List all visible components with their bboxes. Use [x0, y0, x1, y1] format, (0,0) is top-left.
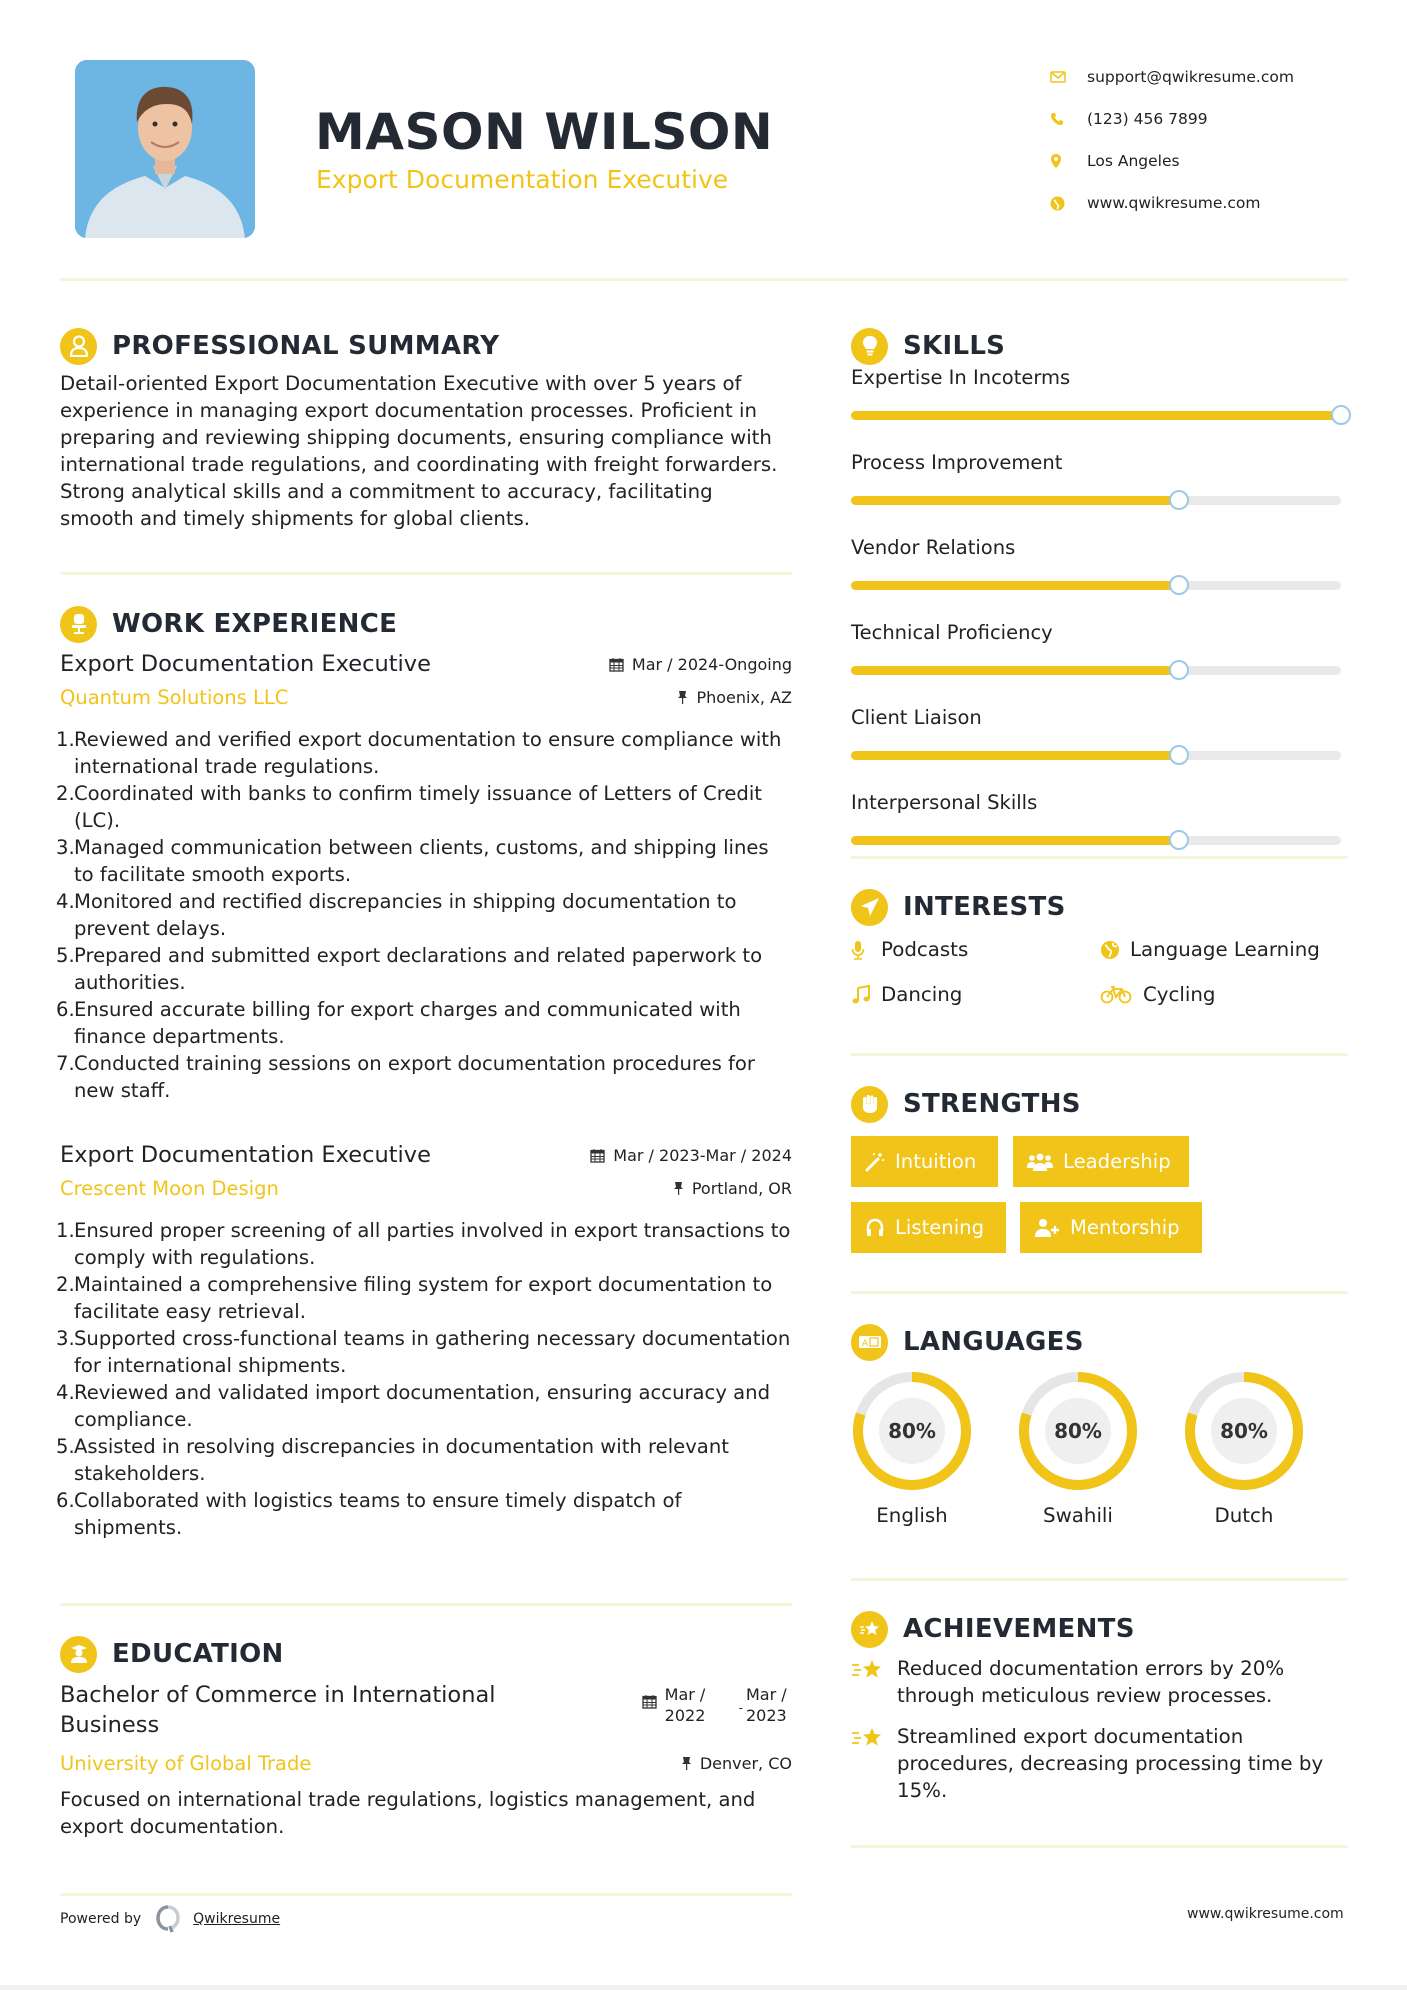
language-item [1017, 1370, 1139, 1527]
company-name: Quantum Solutions LLC [60, 685, 289, 709]
user-plus-icon [1034, 1218, 1060, 1238]
profile-photo [75, 60, 255, 238]
languages-divider [851, 1578, 1348, 1581]
experience-title: WORK EXPERIENCE [112, 609, 398, 639]
star-badge-icon [851, 1611, 888, 1648]
strength-label: Mentorship [1070, 1216, 1180, 1239]
skills-title: SKILLS [903, 331, 1006, 361]
duty-item: 6. Collaborated with logistics teams to ensure timely dispatch of shipments. [56, 1489, 682, 1539]
duty-item: 2. Maintained a comprehensive filing system for export documentation to facilitate easy retrieval. [56, 1273, 773, 1323]
skill-item [851, 366, 1351, 420]
skill-knob [1169, 745, 1189, 765]
globe-icon [1050, 196, 1087, 211]
graduate-icon [60, 1636, 97, 1673]
qwikresume-link[interactable]: Qwikresume [193, 1911, 281, 1927]
skill-item [851, 536, 1351, 590]
skill-bar [851, 411, 1341, 420]
candidate-role: Export Documentation Executive [316, 165, 729, 194]
powered-by-label: Powered by [60, 1911, 142, 1927]
group-icon [1027, 1152, 1053, 1172]
skill-bar [851, 836, 1341, 845]
bicycle-icon [1100, 986, 1143, 1004]
skill-label: Client Liaison [851, 706, 982, 729]
achievement-text: Reduced documentation errors by 20% through meticulous review processes. [897, 1657, 1285, 1707]
microphone-icon [851, 940, 881, 960]
qwikresume-logo-icon [155, 1904, 181, 1934]
skill-knob [1169, 830, 1189, 850]
job-location-text: Portland, OR [691, 1178, 792, 1198]
strength-chip [1013, 1136, 1189, 1187]
achievement-item [851, 1655, 1351, 1709]
duty-item: 3. Supported cross-functional teams in gathering necessary documentation for international shipments. [56, 1327, 791, 1377]
interest-item [1100, 927, 1350, 972]
duty-item: 4. Monitored and rectified discrepancies in shipping documentation to prevent delays. [56, 890, 737, 940]
contact-email[interactable] [1050, 56, 1350, 98]
skills-divider [851, 856, 1348, 859]
skill-knob [1169, 660, 1189, 680]
contact-location [1050, 140, 1350, 182]
strength-label: Leadership [1063, 1150, 1171, 1173]
summary-title: PROFESSIONAL SUMMARY [112, 331, 500, 361]
skill-bar [851, 751, 1341, 760]
language-percent: 80% [1220, 1419, 1268, 1443]
language-name: Dutch [1214, 1504, 1274, 1527]
experience-section [60, 604, 792, 644]
duty-item: 7. Conducted training sessions on export documentation procedures for new staff. [56, 1052, 755, 1102]
interest-label: Cycling [1143, 983, 1216, 1006]
pushpin-icon [677, 690, 688, 705]
job-dates-text: Mar / 2024-Ongoing [631, 654, 792, 674]
achievement-list [851, 1655, 1351, 1804]
lightbulb-icon [851, 328, 888, 365]
strengths-divider [851, 1291, 1348, 1294]
duty-item: 1. Reviewed and verified export documentation to ensure compliance with international trade regulations. [56, 728, 782, 778]
page-bottom-edge [0, 1985, 1407, 1990]
experience-divider [60, 1603, 792, 1606]
job-dates [590, 1146, 792, 1165]
interest-label: Language Learning [1130, 938, 1320, 961]
strengths-heading [851, 1084, 1351, 1124]
language-percent: 80% [1054, 1419, 1102, 1443]
skill-item [851, 791, 1351, 845]
duty-item: 4. Reviewed and validated import documentation, ensuring accuracy and compliance. [56, 1381, 771, 1431]
skill-knob [1331, 405, 1351, 425]
duty-list [56, 726, 792, 1104]
date-separator: - [738, 1701, 743, 1715]
job-location [677, 688, 792, 707]
summary-divider [60, 572, 792, 575]
achievements-heading [851, 1609, 1351, 1649]
education-end: Mar / 2023 [746, 1685, 787, 1725]
school-name: University of Global Trade [60, 1751, 312, 1775]
chair-icon [60, 606, 97, 643]
contact-email-text: support@qwikresume.com [1087, 68, 1294, 86]
languages-section [851, 1322, 1351, 1552]
phone-icon [1050, 112, 1087, 126]
globe-icon [1100, 940, 1130, 960]
skill-knob [1169, 575, 1189, 595]
skill-bar [851, 666, 1341, 675]
skill-label: Expertise In Incoterms [851, 366, 1071, 389]
interests-heading [851, 887, 1351, 927]
education-location [681, 1754, 792, 1773]
music-note-icon [851, 985, 881, 1005]
skill-item [851, 706, 1351, 760]
achievement-item [851, 1723, 1351, 1804]
achievements-title: ACHIEVEMENTS [903, 1614, 1135, 1644]
job-location [673, 1179, 792, 1198]
contact-phone-text: (123) 456 7899 [1087, 110, 1208, 128]
calendar-icon [642, 1694, 657, 1709]
strength-chip [851, 1202, 1006, 1253]
skill-label: Process Improvement [851, 451, 1063, 474]
job-location-text: Phoenix, AZ [696, 687, 792, 707]
interest-label: Podcasts [881, 938, 969, 961]
paper-plane-icon [851, 889, 888, 926]
interest-label: Dancing [881, 983, 963, 1006]
translate-icon [851, 1324, 888, 1361]
skill-bar [851, 581, 1341, 590]
strength-label: Intuition [895, 1150, 977, 1173]
skills-section [851, 326, 1351, 876]
skill-label: Interpersonal Skills [851, 791, 1038, 814]
language-progress-ring [1183, 1370, 1305, 1492]
contact-phone[interactable] [1050, 98, 1350, 140]
languages-heading [851, 1322, 1351, 1362]
interests-title: INTERESTS [903, 892, 1066, 922]
duty-item: 3. Managed communication between clients, customs, and shipping lines to facilitate smooth exports. [56, 836, 769, 886]
language-item [1183, 1370, 1305, 1527]
skill-item [851, 621, 1351, 675]
experience-heading [60, 604, 792, 644]
envelope-icon [1050, 71, 1087, 83]
job-title: Export Documentation Executive [60, 1142, 431, 1168]
skill-label: Technical Proficiency [851, 621, 1053, 644]
contact-website[interactable] [1050, 182, 1350, 224]
interests-section [851, 887, 1351, 1017]
language-name: Swahili [1043, 1504, 1113, 1527]
interest-item [1100, 972, 1350, 1017]
duty-item: 5. Prepared and submitted export declarations and related paperwork to authorities. [56, 944, 763, 994]
achievement-text: Streamlined export documentation procedures, decreasing processing time by 15%. [897, 1725, 1324, 1802]
language-progress-ring [1017, 1370, 1139, 1492]
skill-knob [1169, 490, 1189, 510]
calendar-icon [609, 657, 624, 672]
pushpin-icon [681, 1756, 692, 1771]
skill-label: Vendor Relations [851, 536, 1016, 559]
education-location-text: Denver, CO [699, 1753, 792, 1773]
shooting-star-icon [851, 1655, 897, 1709]
fist-icon [851, 1086, 888, 1123]
job-entry-1 [56, 648, 792, 1104]
skill-list [851, 366, 1351, 845]
strength-chip [1020, 1202, 1202, 1253]
education-dates [642, 1680, 792, 1740]
interests-divider [851, 1053, 1348, 1056]
language-name: English [876, 1504, 948, 1527]
strength-chip [851, 1136, 998, 1187]
education-heading [60, 1634, 792, 1674]
location-pin-icon [1050, 153, 1087, 169]
magic-wand-icon [865, 1152, 885, 1172]
company-name: Crescent Moon Design [60, 1176, 279, 1200]
duty-list [56, 1217, 792, 1541]
contact-location-text: Los Angeles [1087, 152, 1180, 170]
footer-website[interactable]: www.qwikresume.com [1187, 1906, 1344, 1922]
strength-list [851, 1136, 1351, 1253]
job-dates-text: Mar / 2023-Mar / 2024 [613, 1145, 792, 1165]
skill-bar [851, 496, 1341, 505]
pushpin-icon [673, 1181, 684, 1196]
summary-section [60, 326, 792, 532]
footer-powered-by [60, 1904, 280, 1934]
interest-item [851, 972, 1100, 1017]
user-icon [60, 328, 97, 365]
calendar-icon [590, 1148, 605, 1163]
duty-item: 6. Ensured accurate billing for export charges and communicated with finance departments. [56, 998, 741, 1048]
job-dates [609, 655, 792, 674]
job-entry-2 [56, 1139, 792, 1541]
strength-label: Listening [895, 1216, 985, 1239]
achievements-divider [851, 1845, 1348, 1848]
education-description: Focused on international trade regulations, logistics management, and export documentation. [60, 1788, 756, 1838]
duty-item: 2. Coordinated with banks to confirm timely issuance of Letters of Credit (LC). [56, 782, 762, 832]
candidate-name: MASON WILSON [315, 103, 774, 161]
education-divider [60, 1893, 792, 1896]
duty-item: 1. Ensured proper screening of all parties involved in export transactions to comply with regulations. [56, 1219, 791, 1269]
skills-heading [851, 326, 1351, 366]
education-start: Mar / 2022 [664, 1685, 706, 1725]
education-title: EDUCATION [112, 1639, 284, 1669]
strengths-section [851, 1084, 1351, 1253]
duty-item: 5. Assisted in resolving discrepancies in documentation with relevant stakeholders. [56, 1435, 729, 1485]
summary-heading [60, 326, 792, 366]
skill-item [851, 451, 1351, 505]
languages-title: LANGUAGES [903, 1327, 1084, 1357]
svg-text:A: A [861, 1339, 868, 1349]
contact-website-text: www.qwikresume.com [1087, 194, 1261, 212]
language-progress-ring [851, 1370, 973, 1492]
education-section [60, 1634, 792, 1840]
headphones-icon [865, 1218, 885, 1238]
achievements-section [851, 1609, 1351, 1818]
summary-text: Detail-oriented Export Documentation Executive with over 5 years of experience in managing export documentation processes. Proficient in preparing and reviewing shipping documents, ensuring compliance with international trade regulations, and coordinating with freight forwarders. Strong analytical skills and a commitment to accuracy, facilitating smooth and timely shipments for global clients. [60, 372, 778, 530]
degree-title: Bachelor of Commerce in International Business [60, 1682, 496, 1738]
job-title: Export Documentation Executive [60, 651, 431, 677]
language-item [851, 1370, 973, 1527]
strengths-title: STRENGTHS [903, 1089, 1081, 1119]
interest-list [851, 927, 1351, 1017]
language-percent: 80% [888, 1419, 936, 1443]
interest-item [851, 927, 1100, 972]
shooting-star-icon [851, 1723, 897, 1804]
contact-list [1050, 56, 1350, 224]
header-divider [60, 278, 1348, 281]
